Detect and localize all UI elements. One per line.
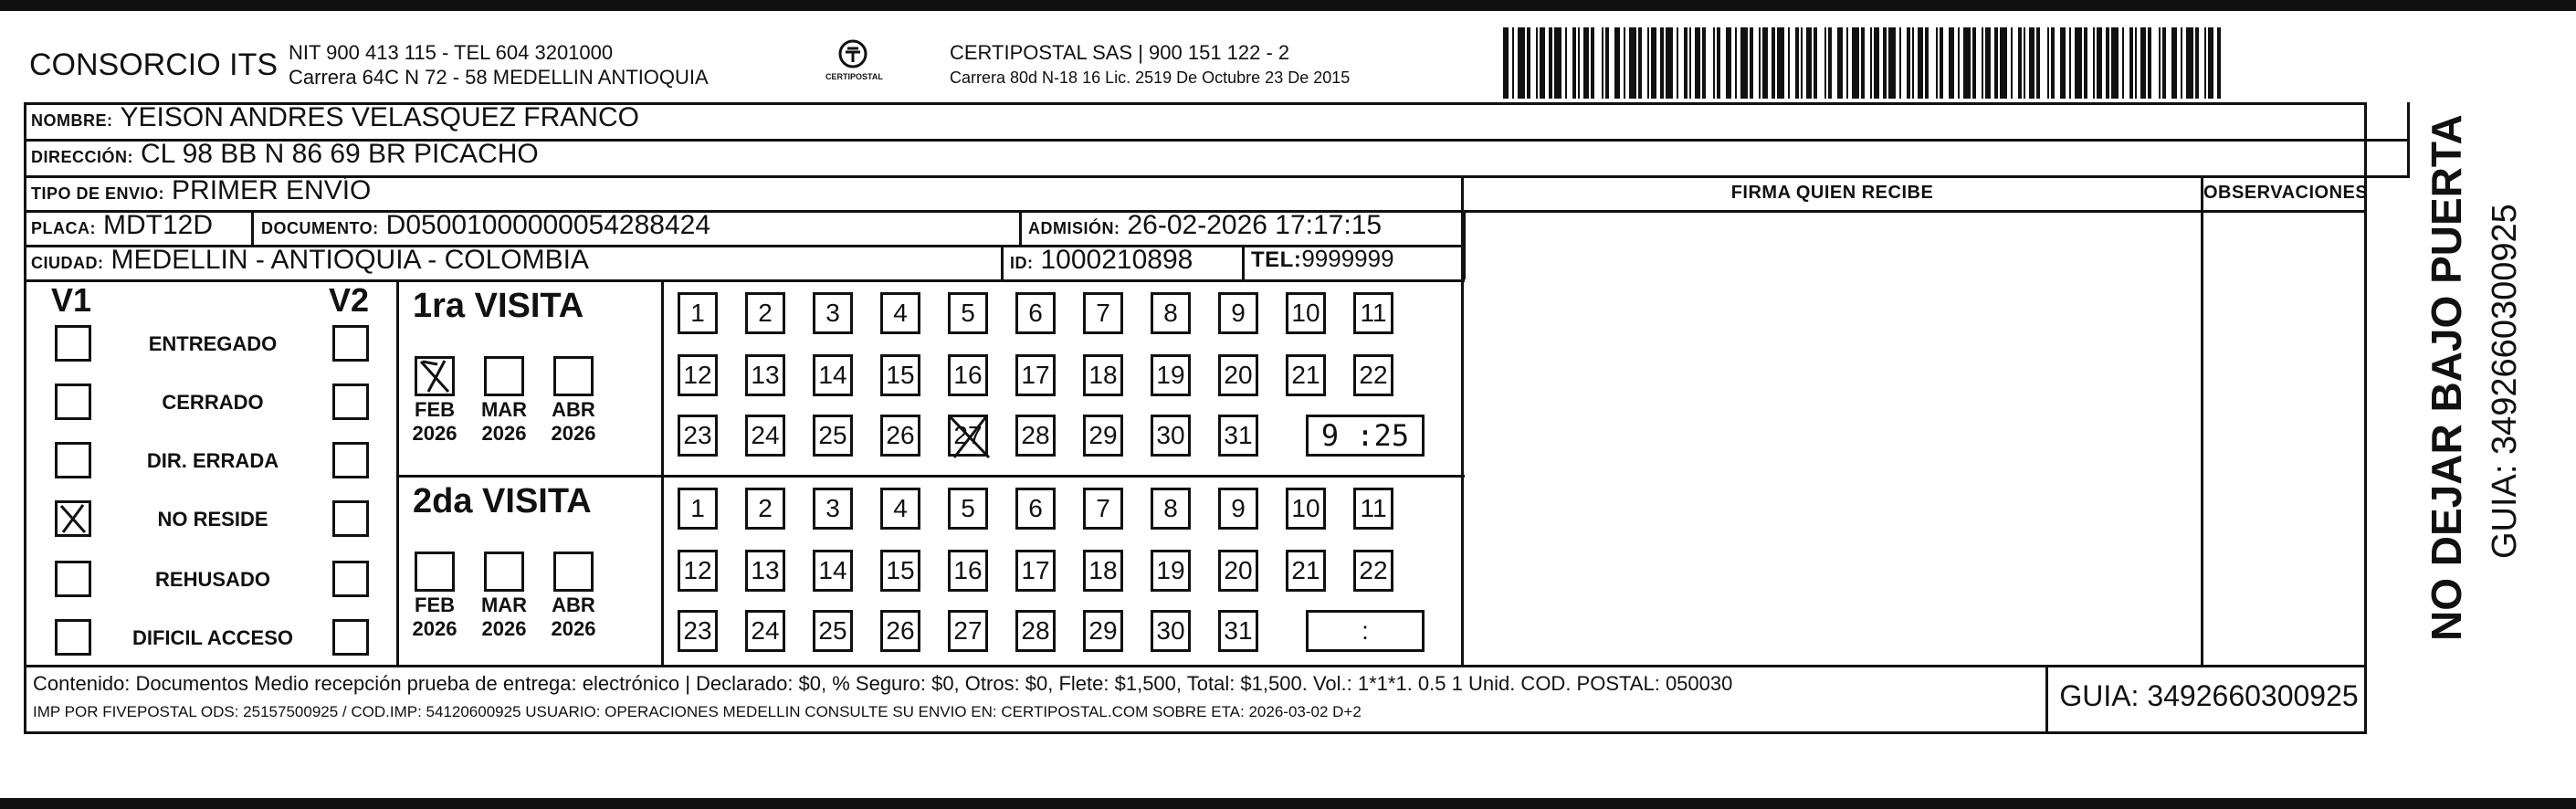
col-line [661, 279, 664, 665]
placa-label: PLACA: [31, 219, 96, 237]
day-box[interactable]: 12 [678, 550, 718, 592]
barcode-bar [1629, 27, 1636, 99]
nombre-label: NOMBRE: [31, 111, 113, 130]
month-checkbox[interactable] [484, 356, 524, 396]
day-box[interactable]: 28 [1015, 415, 1056, 457]
status-option-label: DIFICIL ACCESO [131, 626, 293, 649]
carrier-name: CERTIPOSTAL SAS | 900 151 122 - 2 [950, 41, 1290, 64]
barcode-bar [1777, 27, 1784, 99]
placa-field [31, 210, 213, 241]
documento-label: DOCUMENTO: [261, 219, 379, 237]
col-line [251, 210, 254, 245]
month-name: FEB [415, 594, 455, 616]
side-guia: GUIA: 3492660300925 [2486, 204, 2524, 559]
logo-text: CERTIPOSTAL [825, 72, 883, 81]
barcode-bar [2186, 27, 2193, 99]
barcode-bar [2111, 27, 2119, 99]
month-label [477, 594, 531, 641]
day-box[interactable]: 7 [1083, 488, 1123, 530]
observaciones-label: OBSERVACIONES [2203, 183, 2369, 203]
month-year: 2026 [551, 617, 596, 640]
placa-value: MDT12D [103, 210, 214, 240]
day-box[interactable]: 25 [813, 415, 853, 457]
visit-time-box[interactable]: : [1306, 610, 1425, 652]
day-box[interactable]: 17 [1015, 550, 1056, 592]
day-box[interactable]: 4 [880, 292, 920, 334]
col-line [396, 279, 399, 665]
barcode [1503, 27, 2224, 99]
day-box[interactable]: 29 [1083, 415, 1123, 457]
status-option-label: DIR. ERRADA [146, 449, 279, 472]
v1-checkbox[interactable] [55, 383, 91, 420]
day-box[interactable]: 18 [1083, 354, 1123, 396]
day-number: 27 [953, 421, 983, 449]
direccion-label: DIRECCIÓN: [31, 148, 133, 166]
barcode-bar [2217, 27, 2221, 99]
barcode-space [1594, 27, 1602, 99]
imp-text: IMP POR FIVEPOSTAL ODS: 25157500925 / COD.IMP: 54120600925 USUARIO: OPERACIONES MEDELLIN CONSULTE SU ENVIO EN: CERTIPOSTAL.COM SOBRE ETA: 2026-03-02 D+2 [33, 703, 1362, 720]
day-box[interactable]: 10 [1286, 292, 1326, 334]
row-line [396, 475, 1465, 478]
row-line [24, 665, 2367, 667]
col-line [2201, 175, 2203, 665]
col-line [2045, 667, 2048, 734]
day-box[interactable]: 24 [745, 610, 785, 652]
ciudad-field [31, 245, 589, 276]
barcode-bar [1666, 27, 1673, 99]
top-border [0, 0, 2576, 11]
carrier-address: Carrera 80d N-18 16 Lic. 2519 De Octubre 23 De 2015 [950, 68, 1351, 87]
logo-circle-icon [837, 38, 868, 69]
status-option-label: NO RESIDE [157, 508, 268, 531]
day-box[interactable]: 2 [745, 488, 785, 530]
observaciones-area[interactable] [2204, 214, 2367, 665]
day-box[interactable]: 17 [1015, 354, 1056, 396]
contenido-text: Contenido: Documentos Medio recepción prueba de entrega: electrónico | Declarado: $0, % Seguro: $0, Otros: $0, Flete: $1,500, Total: $1,500. Vol.: 1*1*1. 0.5 1 Unid. COD. POSTAL: 050030 [33, 672, 1733, 695]
day-box[interactable]: 22 [1353, 354, 1393, 396]
month-checkbox[interactable] [553, 552, 594, 592]
tel-label: TEL: [1251, 247, 1302, 272]
v2-checkbox[interactable] [332, 325, 369, 362]
tipo-row [31, 175, 371, 206]
row-line [24, 175, 2410, 178]
day-box[interactable]: 5 [948, 292, 988, 334]
v1-checkbox[interactable] [55, 442, 91, 478]
day-box[interactable]: 22 [1353, 550, 1393, 592]
col-line [1242, 245, 1245, 279]
barcode-bar [1852, 27, 1859, 99]
check-x-icon [417, 359, 452, 394]
v1-checkbox[interactable] [55, 500, 91, 537]
month-checkbox[interactable] [484, 552, 524, 592]
direccion-row [31, 139, 539, 170]
month-name: FEB [415, 398, 455, 421]
company-address: Carrera 64C N 72 - 58 MEDELLIN ANTIOQUIA [289, 66, 709, 89]
month-name: ABR [552, 594, 595, 616]
day-box[interactable]: 3 [813, 488, 853, 530]
day-box[interactable]: 25 [813, 610, 853, 652]
day-box[interactable]: 20 [1218, 550, 1258, 592]
day-box[interactable]: 19 [1151, 550, 1191, 592]
visit-time-box[interactable]: 9 :25 [1306, 415, 1425, 457]
signature-area[interactable] [1465, 214, 2201, 665]
day-box[interactable]: 8 [1151, 292, 1191, 334]
day-box[interactable]: 28 [1015, 610, 1056, 652]
day-box[interactable]: 30 [1151, 610, 1191, 652]
day-box[interactable]: 3 [813, 292, 853, 334]
day-box[interactable]: 10 [1286, 488, 1326, 530]
barcode-space [1929, 27, 1936, 99]
admision-field [1028, 210, 1382, 241]
barcode-bar [1518, 27, 1525, 99]
company-nit: NIT 900 413 115 - TEL 604 3201000 [289, 41, 614, 64]
month-name: ABR [552, 398, 595, 421]
month-checkbox[interactable] [553, 356, 594, 396]
day-box[interactable]: 5 [948, 488, 988, 530]
tipo-label: TIPO DE ENVIO: [31, 184, 165, 203]
day-box[interactable] [948, 415, 988, 457]
month-label [546, 594, 601, 641]
day-box[interactable]: 1 [678, 488, 718, 530]
day-box[interactable]: 9 [1218, 292, 1258, 334]
v1-checkbox[interactable] [55, 325, 91, 362]
barcode-bar [2075, 27, 2082, 99]
day-box[interactable]: 26 [880, 610, 920, 652]
tipo-value: PRIMER ENVÍO [172, 175, 372, 205]
col-line [1001, 245, 1004, 279]
month-label [407, 594, 462, 641]
day-box[interactable]: 8 [1151, 488, 1191, 530]
month-year: 2026 [412, 422, 457, 445]
company-name: CONSORCIO ITS [29, 47, 279, 82]
status-option-label: REHUSADO [155, 568, 270, 591]
month-label [546, 398, 601, 446]
v2-label: V2 [329, 281, 370, 319]
day-box[interactable]: 15 [880, 354, 920, 396]
barcode-space [2151, 27, 2159, 99]
documento-value: D05001000000054288424 [385, 210, 711, 240]
barcode-space [2040, 27, 2047, 99]
row-line [24, 279, 1465, 282]
visit-title: 2da VISITA [413, 482, 592, 520]
day-box[interactable]: 31 [1218, 610, 1258, 652]
col-line [2407, 102, 2410, 177]
day-box[interactable]: 21 [1286, 550, 1326, 592]
day-box[interactable]: 19 [1151, 354, 1191, 396]
day-box[interactable]: 29 [1083, 610, 1123, 652]
ciudad-label: CIUDAD: [31, 254, 104, 272]
direccion-value: CL 98 BB N 86 69 BR PICACHO [141, 139, 539, 169]
day-box[interactable]: 6 [1015, 292, 1056, 334]
id-field [1010, 245, 1193, 276]
v2-checkbox[interactable] [332, 442, 369, 478]
v2-checkbox[interactable] [332, 561, 369, 597]
month-name: MAR [480, 398, 528, 421]
v1-label: V1 [51, 281, 92, 319]
day-box[interactable]: 1 [678, 292, 718, 334]
day-box[interactable]: 7 [1083, 292, 1123, 334]
firma-label: FIRMA QUIEN RECIBE [1730, 183, 1934, 203]
guia-box: GUIA: 3492660300925 [2059, 679, 2359, 712]
col-line [1019, 210, 1022, 245]
day-box[interactable]: 14 [813, 354, 853, 396]
v2-checkbox[interactable] [332, 619, 369, 656]
day-box[interactable]: 2 [745, 292, 785, 334]
ciudad-value: MEDELLIN - ANTIOQUIA - COLOMBIA [110, 245, 589, 275]
v2-checkbox[interactable] [332, 383, 369, 420]
month-label [407, 398, 462, 446]
day-box[interactable]: 9 [1218, 488, 1258, 530]
status-option-label: ENTREGADO [148, 332, 278, 355]
check-x-icon [58, 503, 89, 534]
day-box[interactable]: 23 [678, 415, 718, 457]
v1-checkbox[interactable] [55, 561, 91, 597]
bottom-border [0, 798, 2576, 809]
barcode-space [1706, 27, 1713, 99]
v1-checkbox[interactable] [55, 619, 91, 656]
day-box[interactable]: 27 [948, 610, 988, 652]
barcode-bar [1740, 27, 1748, 99]
documento-field [261, 210, 710, 241]
barcode-space [1817, 27, 1824, 99]
day-box[interactable]: 30 [1151, 415, 1191, 457]
day-box[interactable]: 15 [880, 550, 920, 592]
month-name: MAR [480, 594, 528, 616]
day-box[interactable]: 18 [1083, 550, 1123, 592]
day-box[interactable]: 13 [745, 354, 785, 396]
tel-field [1251, 245, 1394, 273]
nombre-value: YEISON ANDRES VELASQUEZ FRANCO [120, 102, 639, 132]
day-box[interactable]: 21 [1286, 354, 1326, 396]
day-box[interactable]: 16 [948, 354, 988, 396]
barcode-bar [1963, 27, 1971, 99]
admision-label: ADMISIÓN: [1028, 219, 1120, 237]
status-option-label: CERRADO [162, 391, 264, 414]
v2-checkbox[interactable] [332, 500, 369, 537]
month-checkbox[interactable] [415, 356, 455, 396]
month-checkbox[interactable] [415, 552, 455, 592]
day-box[interactable]: 12 [678, 354, 718, 396]
month-label [477, 398, 531, 446]
admision-value: 26-02-2026 17:17:15 [1127, 210, 1383, 240]
id-label: ID: [1010, 254, 1034, 272]
day-box[interactable]: 16 [948, 550, 988, 592]
month-year: 2026 [551, 422, 596, 445]
day-box[interactable]: 31 [1218, 415, 1258, 457]
day-box[interactable]: 4 [880, 488, 920, 530]
day-box[interactable]: 23 [678, 610, 718, 652]
barcode-bar [2000, 27, 2007, 99]
visit-title: 1ra VISITA [413, 287, 584, 325]
month-year: 2026 [481, 617, 527, 640]
day-box[interactable]: 20 [1218, 354, 1258, 396]
tel-value: 9999999 [1301, 245, 1394, 272]
month-year: 2026 [412, 617, 457, 640]
day-box[interactable]: 11 [1353, 292, 1393, 334]
side-warning: NO DEJAR BAJO PUERTA [2423, 114, 2470, 641]
certipostal-logo [825, 38, 883, 95]
month-year: 2026 [481, 422, 527, 445]
day-box[interactable]: 6 [1015, 488, 1056, 530]
nombre-row [31, 102, 639, 133]
day-box[interactable]: 26 [880, 415, 920, 457]
day-box[interactable]: 11 [1353, 488, 1393, 530]
barcode-bar [1888, 27, 1896, 99]
day-box[interactable]: 24 [745, 415, 785, 457]
id-value: 1000210898 [1040, 245, 1193, 275]
day-cross-icon [947, 412, 993, 461]
day-box[interactable]: 14 [813, 550, 853, 592]
barcode-bar [1554, 27, 1561, 99]
day-box[interactable]: 13 [745, 550, 785, 592]
